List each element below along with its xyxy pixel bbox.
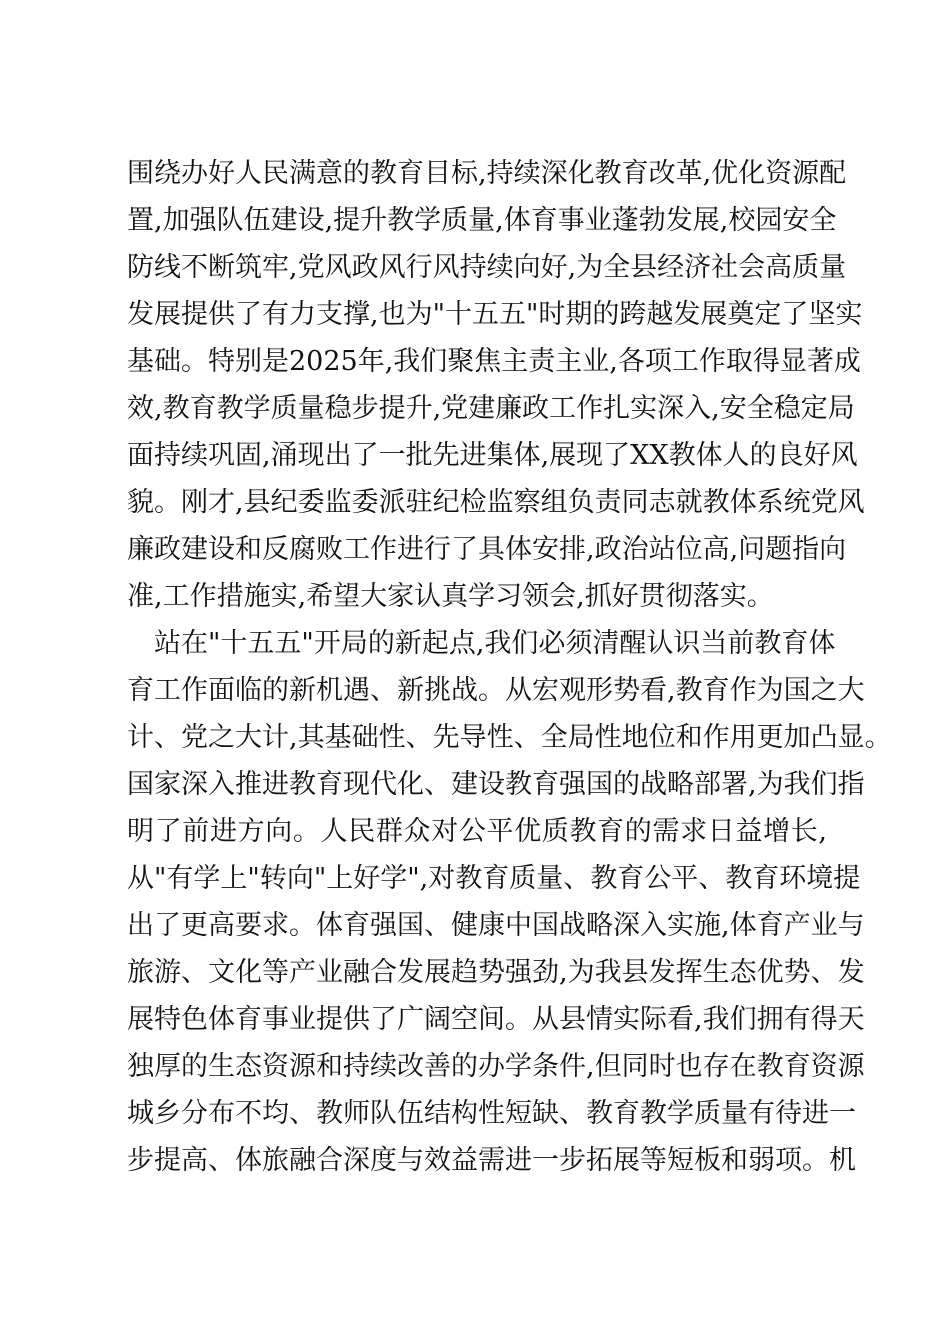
- text-line: 发展提供了有力支撑,也为"十五五"时期的跨越发展奠定了坚实: [127, 299, 863, 330]
- text-line: 廉政建设和反腐败工作进行了具体安排,政治站位高,问题指向: [127, 534, 847, 565]
- text-line: 旅游、文化等产业融合发展趋势强劲,为我县发挥生态优势、发: [127, 957, 865, 988]
- text-line: 城乡分布不均、教师队伍结构性短缺、教育教学质量有待进一: [127, 1098, 856, 1129]
- text-line: 从"有学上"转向"上好学",对教育质量、教育公平、教育环境提: [127, 863, 861, 894]
- text-line: 明了前进方向。人民群众对公平优质教育的需求日益增长,: [127, 816, 827, 847]
- text-line: 围绕办好人民满意的教育目标,持续深化教育改革,优化资源配: [127, 158, 847, 189]
- paragraph-2: [127, 620, 892, 1184]
- text-line: 效,教育教学质量稳步提升,党建廉政工作扎实深入,安全稳定局: [127, 393, 855, 424]
- text-line: 防线不断筑牢,党风政风行风持续向好,为全县经济社会高质量: [127, 252, 847, 283]
- body-text: [127, 150, 892, 1184]
- text-line: 面持续巩固,涌现出了一批先进集体,展现了XX教体人的良好风: [127, 440, 858, 471]
- text-line: 育工作面临的新机遇、新挑战。从宏观形势看,教育作为国之大: [127, 675, 865, 706]
- text-line: 步提高、体旅融合深度与效益需进一步拓展等短板和弱项。机: [127, 1145, 856, 1176]
- text-line: 展特色体育事业提供了广阔空间。从县情实际看,我们拥有得天: [127, 1004, 865, 1035]
- text-line: 国家深入推进教育现代化、建设教育强国的战略部署,为我们指: [127, 769, 865, 800]
- text-line: 独厚的生态资源和持续改善的办学条件,但同时也存在教育资源: [127, 1051, 865, 1082]
- text-line: 置,加强队伍建设,提升教学质量,体育事业蓬勃发展,校园安全: [127, 205, 837, 236]
- text-line: 准,工作措施实,希望大家认真学习领会,抓好贯彻落实。: [127, 581, 774, 612]
- text-line: 出了更高要求。体育强国、健康中国战略深入实施,体育产业与: [127, 910, 865, 941]
- text-line: 貌。刚才,县纪委监委派驻纪检监察组负责同志就教体系统党风: [127, 487, 865, 518]
- text-line: 站在"十五五"开局的新起点,我们必须清醒认识当前教育体: [154, 628, 836, 659]
- paragraph-1: [127, 150, 865, 620]
- text-line: 计、党之大计,其基础性、先导性、全局性地位和作用更加凸显。: [127, 722, 892, 753]
- text-line: 基础。特别是2025年,我们聚焦主责主业,各项工作取得显著成: [127, 346, 861, 377]
